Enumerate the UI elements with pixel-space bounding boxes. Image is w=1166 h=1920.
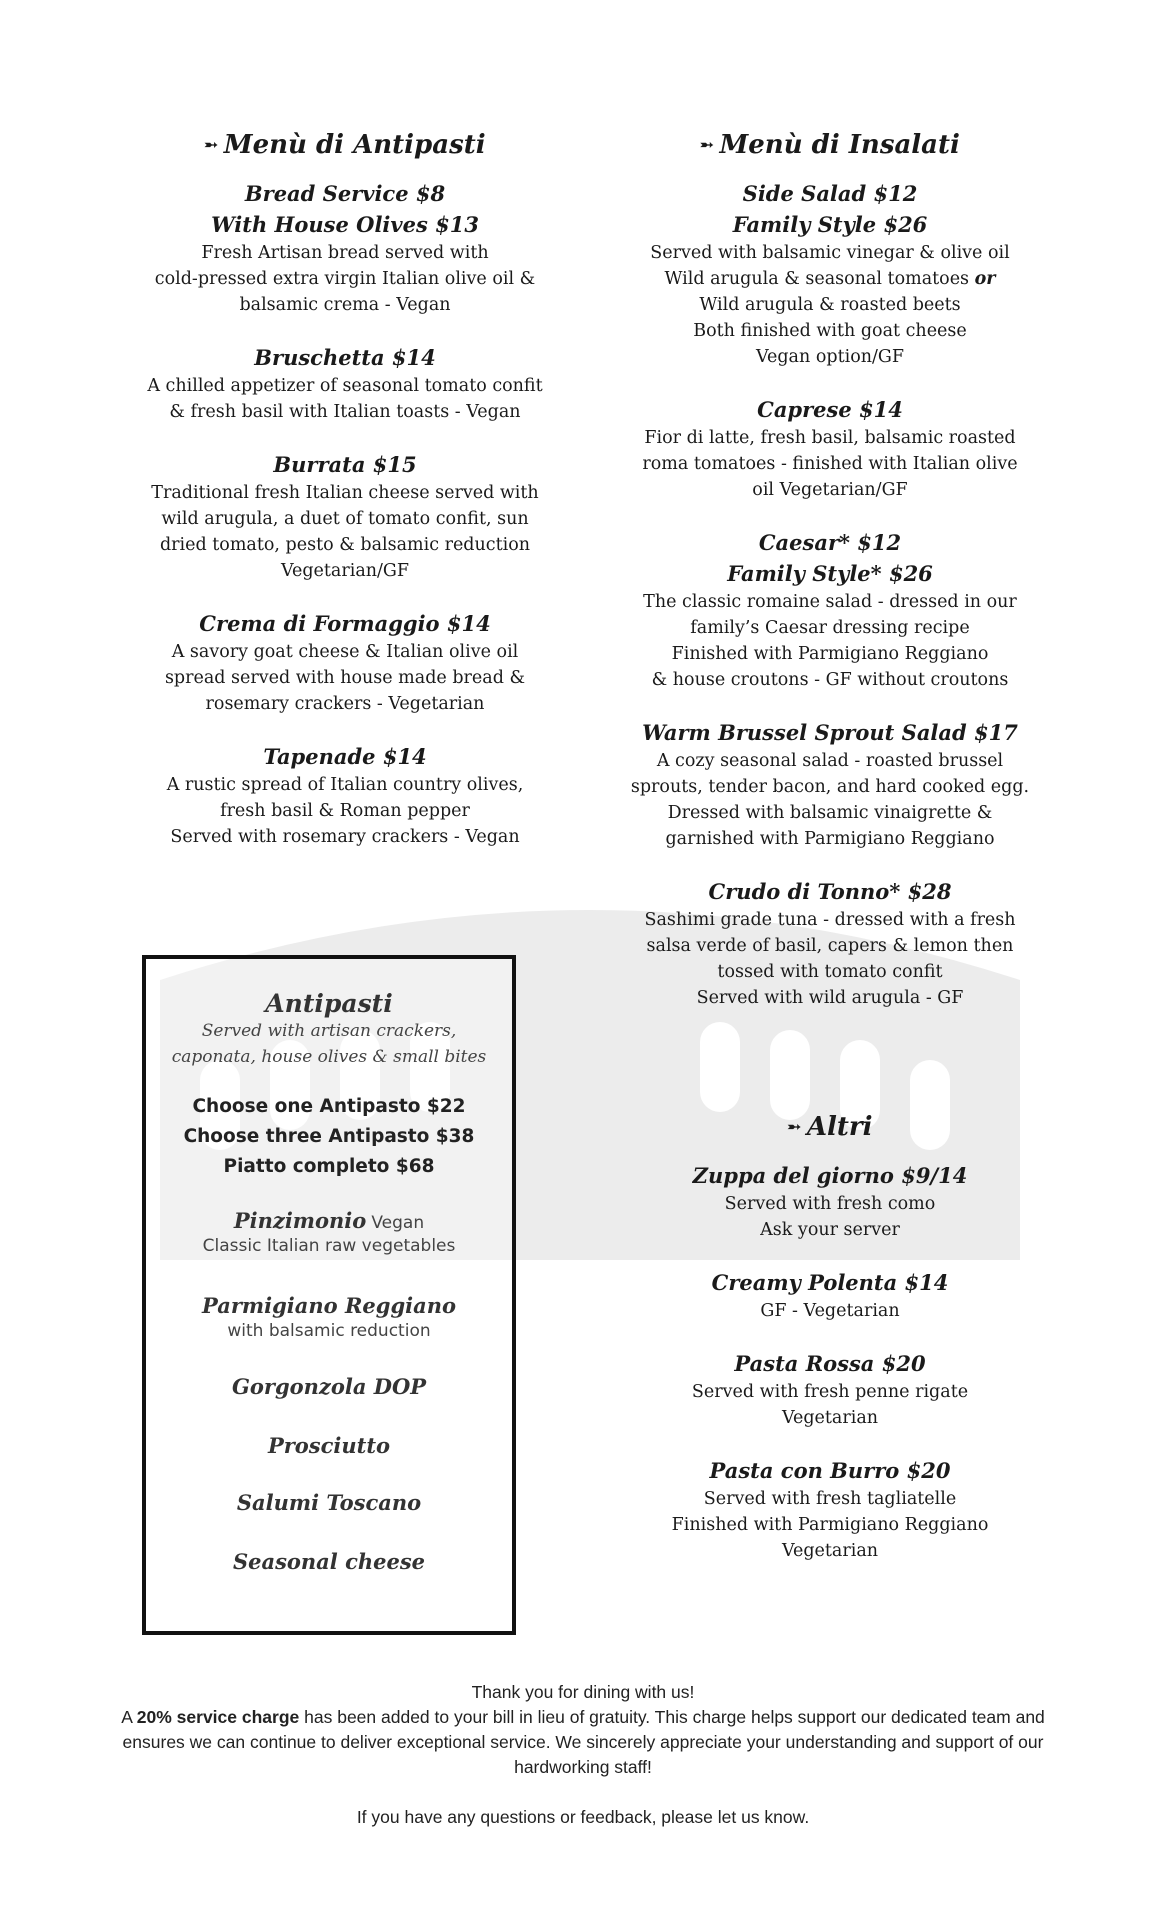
board-item	[146, 1549, 512, 1574]
item-desc: Both finished with goat cheese	[693, 321, 967, 341]
item-desc: Traditional fresh Italian cheese served with	[151, 483, 539, 503]
item-desc: Sashimi grade tuna - dressed with a fresh	[644, 910, 1016, 930]
board-item-name: Pinzimonio	[233, 1208, 367, 1233]
item-desc: Vegetarian	[781, 1541, 879, 1561]
item-desc: garnished with Parmigiano Reggiano	[665, 829, 995, 849]
antipasti-column	[130, 130, 560, 874]
menu-item	[620, 1267, 1040, 1324]
item-desc: The classic romaine salad - dressed in our	[643, 592, 1017, 612]
item-name: Bruschetta $14	[254, 345, 436, 370]
item-desc: oil Vegetarian/GF	[752, 480, 908, 500]
board-item-name: Salumi Toscano	[236, 1490, 422, 1515]
item-desc: GF - Vegetarian	[760, 1301, 900, 1321]
item-desc: A cozy seasonal salad - roasted brussel	[656, 751, 1004, 771]
item-desc: A chilled appetizer of seasonal tomato confit	[147, 376, 543, 396]
menu-item	[620, 1348, 1040, 1431]
item-desc: Vegan option/GF	[755, 347, 905, 367]
item-desc: Vegetarian	[781, 1408, 879, 1428]
board-item	[146, 1374, 512, 1399]
item-name: Caprese $14	[757, 397, 903, 422]
item-name: Caesar* $12	[758, 530, 902, 555]
board-subtitle: Served with artisan crackers,	[201, 1021, 457, 1041]
board-item-tag: Vegan	[371, 1213, 425, 1233]
board-item-desc: Classic Italian raw vegetables	[202, 1236, 456, 1256]
item-desc: balsamic crema - Vegan	[239, 295, 451, 315]
item-desc: & house croutons - GF without croutons	[651, 670, 1009, 690]
board-item-name: Gorgonzola DOP	[231, 1374, 427, 1399]
service-charge-amount: 20% service charge	[136, 1707, 300, 1727]
board-item-desc: with balsamic reduction	[227, 1321, 431, 1341]
item-name: Warm Brussel Sprout Salad $17	[642, 720, 1018, 745]
item-desc: A rustic spread of Italian country olives,	[166, 775, 524, 795]
item-name: Burrata $15	[273, 452, 417, 477]
item-desc: Ask your server	[760, 1220, 900, 1240]
board-item	[146, 1433, 512, 1458]
menu-item	[620, 1455, 1040, 1564]
item-desc: Dressed with balsamic vinaigrette &	[667, 803, 993, 823]
menu-item	[620, 394, 1040, 503]
item-desc: Fior di latte, fresh basil, balsamic roasted	[644, 428, 1016, 448]
board-subtitle: caponata, house olives & small bites	[171, 1047, 487, 1067]
board-item-name: Seasonal cheese	[232, 1549, 426, 1574]
item-desc: wild arugula, a duet of tomato confit, sun	[161, 509, 529, 529]
item-desc: Vegetarian/GF	[280, 561, 410, 581]
service-charge-text: A 20% service charge has been added to your bill in lieu of gratuity. This charge helps support our dedicated team and ensures we can continue to deliver exceptional service. We sincerely appreciate your understanding and support of our hardworking staff!	[121, 1707, 1045, 1777]
item-desc: spread served with house made bread &	[164, 668, 526, 688]
menu-item	[130, 608, 560, 717]
item-desc: Fresh Artisan bread served with	[201, 243, 489, 263]
arrow-icon: ➵	[787, 1117, 801, 1136]
item-desc: cold-pressed extra virgin Italian olive oil &	[154, 269, 536, 289]
item-desc: A savory goat cheese & Italian olive oil	[171, 642, 519, 662]
insalati-title: ➵ Menù di Insalati	[700, 130, 960, 160]
footer-note	[120, 1680, 1046, 1830]
altri-section	[620, 1112, 1040, 1588]
item-desc: salsa verde of basil, capers & lemon then	[646, 936, 1014, 956]
item-desc: rosemary crackers - Vegetarian	[205, 694, 485, 714]
item-desc: family’s Caesar dressing recipe	[690, 618, 970, 638]
board-price: Choose three Antipasto $38	[183, 1126, 475, 1147]
menu-item	[620, 1160, 1040, 1243]
item-name: Family Style $26	[732, 212, 928, 237]
item-name: Pasta con Burro $20	[709, 1458, 951, 1483]
menu-item	[620, 178, 1040, 370]
board-item	[146, 1293, 512, 1344]
antipasti-title: ➵ Menù di Antipasti	[204, 130, 486, 160]
item-name: Crudo di Tonno* $28	[708, 879, 952, 904]
menu-item	[130, 342, 560, 425]
menu-item	[130, 741, 560, 850]
item-desc: Served with fresh tagliatelle	[703, 1489, 957, 1509]
board-item-name: Prosciutto	[267, 1433, 391, 1458]
board-item	[146, 1208, 512, 1259]
menu-item	[620, 527, 1040, 693]
item-name: With House Olives $13	[211, 212, 479, 237]
item-name: Creamy Polenta $14	[711, 1270, 949, 1295]
arrow-icon: ➵	[204, 135, 218, 154]
board-item-name: Parmigiano Reggiano	[202, 1293, 456, 1318]
item-desc: dried tomato, pesto & balsamic reduction	[159, 535, 531, 555]
board-price: Piatto completo $68	[223, 1156, 435, 1177]
board-price: Choose one Antipasto $22	[192, 1096, 466, 1117]
item-desc: tossed with tomato confit	[717, 962, 943, 982]
item-desc: Wild arugula & roasted beets	[699, 295, 961, 315]
item-desc: Wild arugula & seasonal tomatoes or	[664, 269, 996, 289]
item-desc: fresh basil & Roman pepper	[220, 801, 470, 821]
item-name: Bread Service $8	[244, 181, 446, 206]
item-name: Tapenade $14	[263, 744, 427, 769]
board-title: Antipasti	[265, 989, 393, 1018]
item-desc: roma tomatoes - finished with Italian olive	[642, 454, 1018, 474]
board-item	[146, 1490, 512, 1515]
item-desc: Served with fresh penne rigate	[691, 1382, 969, 1402]
item-name: Zuppa del giorno $9/14	[692, 1163, 968, 1188]
board-prices	[146, 1092, 512, 1182]
item-desc: Served with rosemary crackers - Vegan	[170, 827, 520, 847]
item-name: Side Salad $12	[742, 181, 918, 206]
item-desc: sprouts, tender bacon, and hard cooked egg.	[630, 777, 1030, 797]
item-desc: Finished with Parmigiano Reggiano	[671, 1515, 989, 1535]
questions-text: If you have any questions or feedback, please let us know.	[356, 1807, 810, 1827]
item-desc: Served with wild arugula - GF	[696, 988, 964, 1008]
item-desc: Served with balsamic vinegar & olive oil	[650, 243, 1010, 263]
menu-item	[620, 876, 1040, 1011]
antipasti-board-box	[142, 955, 516, 1635]
altri-title: ➵ Altri	[787, 1112, 873, 1142]
menu-item	[130, 449, 560, 584]
item-desc: Finished with Parmigiano Reggiano	[671, 644, 989, 664]
menu-item	[130, 178, 560, 318]
item-desc: & fresh basil with Italian toasts - Vegan	[169, 402, 521, 422]
item-name: Family Style* $26	[727, 561, 933, 586]
arrow-icon: ➵	[700, 135, 714, 154]
item-name: Pasta Rossa $20	[734, 1351, 926, 1376]
insalati-column	[620, 130, 1040, 1035]
item-name: Crema di Formaggio $14	[199, 611, 491, 636]
menu-item	[620, 717, 1040, 852]
item-desc: Served with fresh como	[724, 1194, 936, 1214]
thanks-text: Thank you for dining with us!	[471, 1682, 695, 1702]
